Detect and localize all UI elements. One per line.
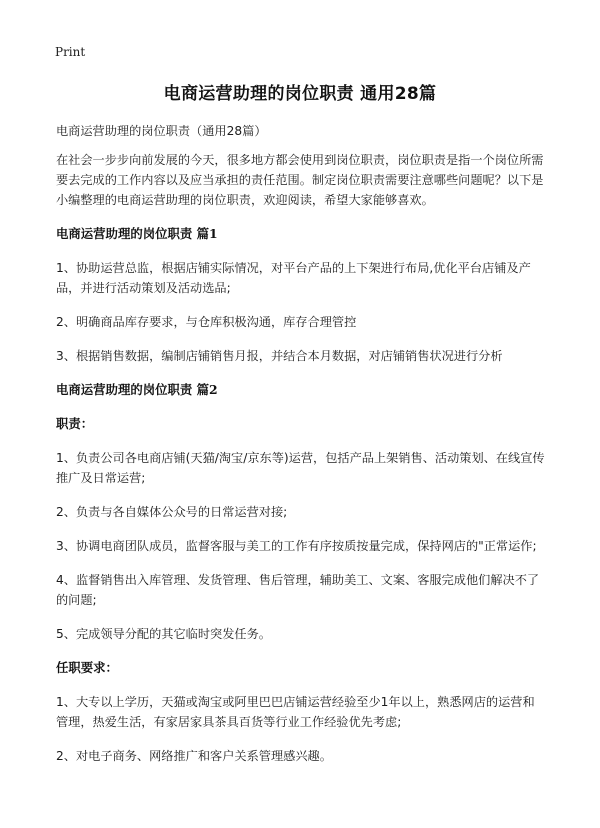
document-subtitle: 电商运营助理的岗位职责（通用28篇） xyxy=(56,124,267,138)
requirements-heading: 任职要求： xyxy=(56,660,118,675)
print-label: Print xyxy=(55,45,86,59)
duty-item: 4、监督销售出入库管理、发货管理、售后管理，辅助美工、文案、客服完成他们解决不了的问题; xyxy=(56,573,540,607)
duty-item: 5、完成领导分配的其它临时突发任务。 xyxy=(56,627,271,641)
section-heading-1: 电商运营助理的岗位职责 篇1 xyxy=(56,226,218,241)
duties-heading: 职责： xyxy=(56,416,94,431)
requirement-item: 1、大专以上学历，天猫或淘宝或阿里巴巴店铺运营经验至少1年以上，熟悉网店的运营和管理，热爱生活，有家居家具茶具百货等行业工作经验优先考虑; xyxy=(56,695,535,729)
duty-item: 2、负责与各自媒体公众号的日常运营对接; xyxy=(56,505,288,519)
section1-item: 2、明确商品库存要求，与仓库积极沟通，库存合理管控 xyxy=(56,315,357,329)
requirement-item: 2、对电子商务、网络推广和客户关系管理感兴趣。 xyxy=(56,749,332,763)
page-title: 电商运营助理的岗位职责 通用28篇 xyxy=(163,84,437,104)
document-body xyxy=(56,121,546,780)
section1-item: 3、根据销售数据，编制店铺销售月报，并结合本月数据，对店铺销售状况进行分析 xyxy=(56,349,503,363)
section-heading-2: 电商运营助理的岗位职责 篇2 xyxy=(56,382,218,397)
intro-paragraph: 在社会一步步向前发展的今天，很多地方都会使用到岗位职责，岗位职责是指一个岗位所需要去完成的工作内容以及应当承担的责任范围。制定岗位职责需要注意哪些问题呢？以下是小编整理的电商运营助理的岗位职责，欢迎阅读，希望大家能够喜欢。 xyxy=(56,153,544,207)
duty-item: 1、负责公司各电商店铺(天猫/淘宝/京东等)运营，包括产品上架销售、活动策划、在线宣传推广及日常运营; xyxy=(56,451,545,485)
duty-item: 3、协调电商团队成员，监督客服与美工的工作有序按质按量完成，保持网店的"正常运作; xyxy=(56,539,537,553)
section1-item: 1、协助运营总监，根据店铺实际情况，对平台产品的上下架进行布局,优化平台店铺及产品，并进行活动策划及活动选品; xyxy=(56,261,531,295)
